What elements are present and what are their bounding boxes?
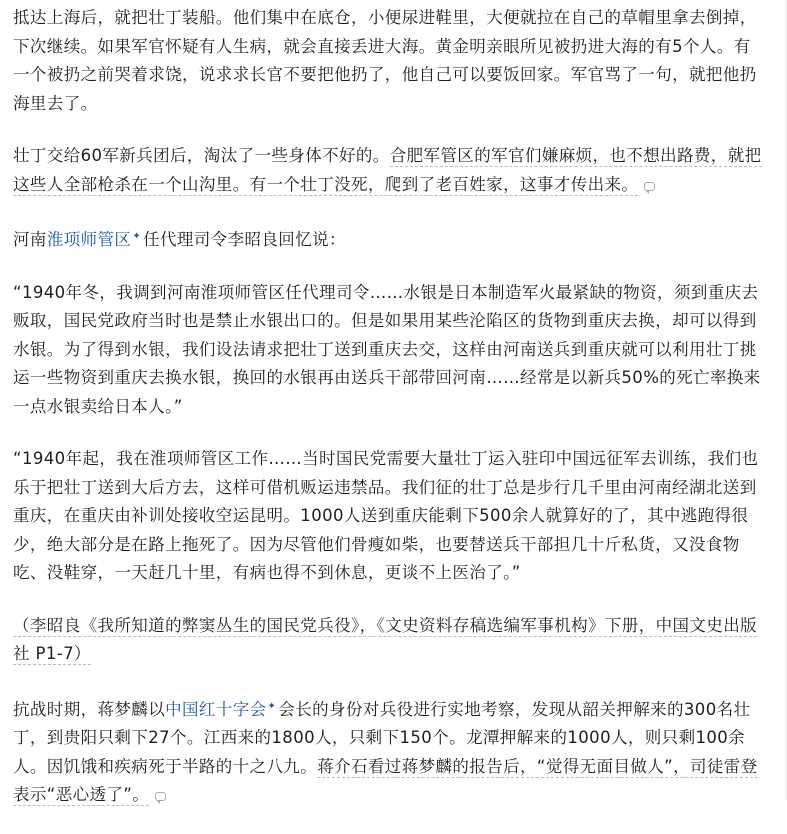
paragraph-text: 河南: [13, 230, 47, 249]
highlighted-annotation[interactable]: （李昭良《我所知道的弊窦丛生的国民党兵役》，《文史资料存稿选编军事机构》下册，中国文史出版社 P1-7）: [13, 615, 757, 663]
paragraph-text: 任代理司令李昭良回忆说：: [143, 230, 346, 249]
highlighted-annotation[interactable]: 合肥军管区的军官们嫌麻烦，也不想出路费，就把这些人全部枪杀在一个山沟里。有一个壮丁没死，爬到了老百姓家，这事才传出来。: [13, 146, 762, 194]
quote-text: “1940年冬，我调到河南淮项师管区任代理司令……水银是日本制造军火最紧缺的物资，须到重庆去贩取，国民党政府当时也是禁止水银出口的。但是如果用某些沦陷区的货物到重庆去换，却可以得到水银。为了得到水银，我们设法请求把壮丁送到重庆去交，这样由河南送兵到重庆就可以利用壮丁挑运一些物资到重庆去换水银，换回的水银再由送兵干部带回河南……经常是以新兵50%的死亡率换来一点水银卖给日本人。”: [13, 282, 761, 416]
paragraph-text: 壮丁交给60军新兵团后，淘汰了一些身体不好的。: [13, 146, 390, 165]
link-chinese-red-cross[interactable]: 中国红十字会: [165, 699, 267, 719]
citation: [13, 612, 765, 669]
sparkle-icon[interactable]: ✦: [267, 700, 277, 712]
comment-bubble-icon[interactable]: [644, 182, 655, 191]
quote-1940-onwards: [13, 445, 765, 588]
link-huaixiang-division-district[interactable]: 淮项师管区: [46, 230, 132, 249]
paragraph-li-zhaoliang-intro: [13, 223, 765, 255]
quote-1940-winter: [13, 279, 765, 422]
highlighted-annotation[interactable]: 蒋介石看过蒋梦麟的报告后，“觉得无面目做人”，司徒雷登表示“恶心透了”。: [13, 756, 758, 804]
paragraph-text: 抵达上海后，就把壮丁装船。他们集中在底仓，小便尿进鞋里，大便就拉在自己的草帽里拿去倒掉，下次继续。如果军官怀疑有人生病，就会直接丢进大海。黄金明亲眼所见被扔进大海的有5个人。有一个被扔之前哭着求饶，说求求长官不要把他扔了，他自己可以要饭回家。军官骂了一句，就把他扔海里去了。: [13, 8, 757, 113]
quote-text: “1940年起，我在淮项师管区工作……当时国民党需要大量壮丁运入驻印中国远征军去训练，我们也乐于把壮丁送到大后方去，这样可借机贩运违禁品。我们征的壮丁总是步行几千里由河南经湖北送到重庆，在重庆由补训处接收空运昆明。1000人送到重庆能剩下500余人就算好的了，其中逃跑得很少，绝大部分是在路上拖死了。因为尽管他们骨瘦如柴，也要替送兵干部担几十斤私货，又没食物吃、没鞋穿，一天赶几十里，有病也得不到休息，更谈不上医治了。”: [13, 449, 759, 582]
article-body: [13, 0, 765, 834]
sparkle-icon[interactable]: ✦: [132, 231, 142, 242]
paragraph-60th-army: [13, 142, 765, 199]
paragraph-jiang-menglin: [13, 693, 765, 810]
paragraph-text: 会长的身份对兵役进行实地考察，发现从韶关押解来的300名壮丁，到贵阳只剩下27个。江西来的1800人，只剩下150个。龙潭押解来的1000人，则只剩100余人。因饥饿和疾病死于半路的十之八九。: [13, 699, 751, 776]
paragraph-text: 抗战时期，蒋梦麟以: [13, 699, 166, 719]
paragraph-ship-transport: [13, 0, 765, 118]
